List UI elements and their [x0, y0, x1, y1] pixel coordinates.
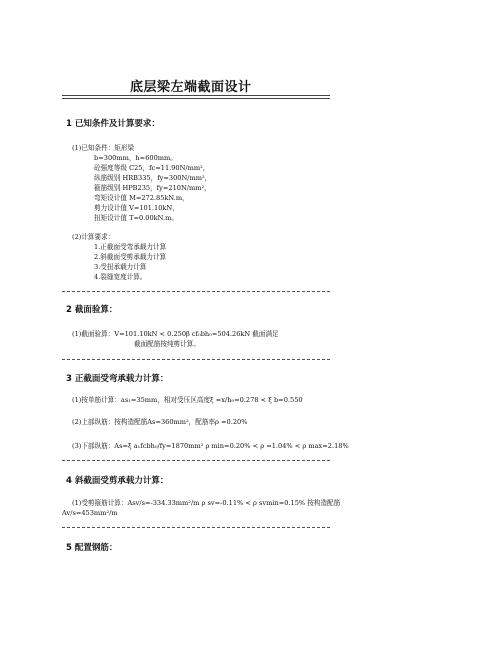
- section-3-line: (2)上部纵筋：按构造配筋As=360mm²，配筋率ρ =0.20%: [72, 418, 248, 426]
- section-3-heading: 3 正截面受弯承载力计算：: [66, 374, 169, 384]
- section-4-line: (1)受剪箍筋计算：Asv/s=-334.33mm²/m ρ sv=-0.11% < ρ svmin=0.15% 按构造配筋: [72, 499, 341, 507]
- section-2-heading: 2 截面验算：: [66, 305, 118, 315]
- known-line: 剪力设计值 V=101.10kN，: [94, 204, 179, 212]
- known-line: 砼强度等级 C25，fc=11.90N/mm²，: [94, 164, 210, 172]
- section-3-line: (1)按单筋计算：as₁=35mm，相对受压区高度ξ =x/h₀=0.278 < ξ b=0.550: [72, 396, 303, 404]
- requirements-label: (2)计算要求：: [72, 233, 115, 241]
- section-2-line: (1)截面验算：V=101.10kN < 0.250β cf₀bh₀=504.26kN 截面满足: [72, 330, 279, 338]
- section-4-heading: 4 斜截面受剪承载力计算：: [66, 476, 169, 486]
- known-line: b=300mm，h=600mm。: [94, 154, 177, 162]
- section-divider: [62, 460, 330, 461]
- requirement-line: 1.正截面受弯承载力计算: [94, 243, 167, 251]
- known-line: 箍筋级别 HPB235，fy=210N/mm²，: [94, 184, 211, 192]
- known-line: 扭矩设计值 T=0.00kN.m。: [94, 214, 178, 222]
- section-4-line: Av/s=453mm²/m: [62, 509, 118, 517]
- section-1-heading: 1 已知条件及计算要求：: [66, 119, 160, 129]
- page-title: 底层梁左端截面设计: [130, 80, 252, 95]
- requirement-line: 3.受扭承载力计算: [94, 263, 147, 271]
- section-divider: [62, 359, 330, 360]
- double-rule: [62, 95, 330, 99]
- section-5-heading: 5 配置钢筋：: [66, 543, 118, 553]
- requirement-line: 4.裂缝宽度计算。: [94, 273, 147, 281]
- known-conditions-label: (1)已知条件：矩形梁: [72, 144, 135, 152]
- known-line: 纵筋级别 HRB335，fy=300N/mm²，: [94, 174, 212, 182]
- requirement-line: 2.斜截面受剪承载力计算: [94, 253, 167, 261]
- section-2-line: 截面配筋按纯剪计算。: [134, 340, 200, 348]
- section-3-line: (3)下部纵筋：As=ξ a₁fcbh₀/fy=1870mm² ρ min=0.20% < ρ =1.04% < ρ max=2.18%: [72, 442, 349, 450]
- known-line: 弯矩设计值 M=272.85kN.m，: [94, 194, 189, 202]
- section-divider: [62, 527, 330, 528]
- section-divider: [62, 291, 330, 292]
